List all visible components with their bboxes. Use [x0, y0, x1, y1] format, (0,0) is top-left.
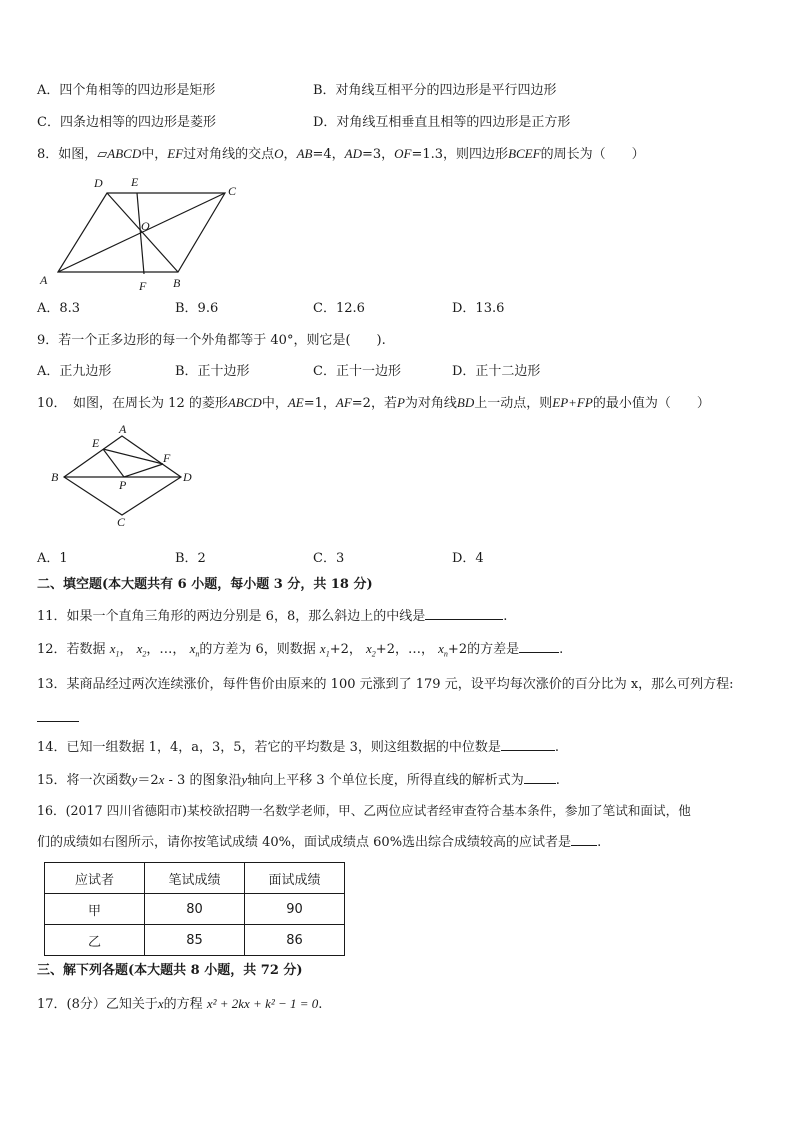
q9-option-c: C．正十一边形 [313, 364, 401, 379]
score-table-cell: 乙 [45, 925, 145, 956]
q8-stem: 8．如图，▱ABCD中，EF过对角线的交点O，AB=4，AD=3，OF=1.3，则四边形BCEF的周长为（ ） [37, 146, 645, 162]
q15-answer-blank [524, 769, 556, 784]
q11-answer-blank [425, 605, 503, 620]
score-table-cell: 86 [245, 925, 345, 956]
q8-label-d: D [94, 176, 103, 190]
q10-label-b: B [51, 470, 59, 484]
q17-stem: 17．(8分）乙知关于x的方程 x² + 2kx + k² − 1 = 0. [37, 996, 323, 1012]
q11-stem: 11．如果一个直角三角形的两边分别是 6，8，那么斜边上的中线是 . [37, 605, 507, 627]
q10-option-c: C．3 [313, 551, 345, 566]
score-table-cell: 80 [145, 894, 245, 925]
q8-option-d: D．13.6 [452, 301, 505, 316]
q8-label-a: A [40, 273, 48, 287]
q10-label-e: E [92, 436, 100, 450]
q7-option-b: B．对角线互相平分的四边形是平行四边形 [313, 83, 557, 98]
q7-option-d: D．对角线互相垂直且相等的四边形是正方形 [313, 115, 571, 130]
section-3-heading: 三、解下列各题(本大题共 8 小题，共 72 分) [37, 963, 303, 978]
q14-stem: 14．已知一组数据 1，4，a，3，5，若它的平均数是 3，则这组数据的中位数是 . [37, 736, 559, 758]
q16-stem-line1: 16．(2017 四川省德阳市)某校欲招聘一名数学老师，甲、乙两位应试者经审查符合基本条件，参加了笔试和面试，他 [37, 803, 691, 818]
q8-label-e: E [131, 175, 139, 189]
q8-label-f: F [139, 279, 147, 293]
q8-option-c: C．12.6 [313, 301, 365, 316]
q8-label-c: C [228, 184, 237, 198]
q10-label-p: P [119, 478, 127, 492]
score-table-cell: 90 [245, 894, 345, 925]
score-table-row [45, 894, 345, 925]
q8-option-a: A．8.3 [37, 301, 81, 316]
q13-answer-blank [37, 721, 79, 722]
q16-answer-blank [571, 831, 597, 846]
q8-label-o: O [141, 219, 150, 233]
q17-equation: x² + 2kx + k² − 1 = 0 [206, 996, 319, 1011]
q8-label-b: B [173, 276, 181, 290]
q9-option-b: B．正十边形 [175, 364, 250, 379]
q12-stem: 12．若数据 $x_1$， $x_2$，…， $x_n$的方差为 6，则数据 $x_1+2$， $x_2+2$，…， $x_n+2$的方差是 . [37, 638, 563, 665]
q10-label-d: D [183, 470, 192, 484]
q10-option-d: D．4 [452, 551, 484, 566]
score-table-header: 面试成绩 [245, 863, 345, 894]
q10-option-a: A．1 [37, 551, 68, 566]
score-table-header: 笔试成绩 [145, 863, 245, 894]
q10-label-f: F [163, 451, 171, 465]
q7-option-a: A．四个角相等的四边形是矩形 [37, 83, 216, 98]
q16-stem-line2: 们的成绩如右图所示，请你按笔试成绩 40%，面试成绩点 60%选出综合成绩较高的应试者是 . [37, 831, 601, 853]
section-2-heading: 二、填空题(本大题共有 6 小题，每小题 3 分，共 18 分) [37, 577, 373, 592]
q10-stem: 10． 如图，在周长为 12 的菱形ABCD中，AE=1，AF=2，若P为对角线BD上一动点，则EP+FP的最小值为（ ） [37, 395, 710, 411]
q10-option-b: B．2 [175, 551, 206, 566]
q9-option-d: D．正十二边形 [452, 364, 541, 379]
score-table-header-row [45, 863, 345, 894]
q14-answer-blank [501, 736, 555, 751]
q9-option-a: A．正九边形 [37, 364, 112, 379]
score-table-cell: 甲 [45, 894, 145, 925]
score-table-header: 应试者 [45, 863, 145, 894]
q10-rhombus-figure [40, 420, 210, 532]
q8-option-b: B．9.6 [175, 301, 219, 316]
q10-label-c: C [117, 515, 126, 529]
q15-stem: 15．将一次函数y＝2x - 3 的图象沿y轴向上平移 3 个单位长度，所得直线的解析式为 . [37, 769, 560, 791]
score-table-row [45, 925, 345, 956]
q7-option-c: C．四条边相等的四边形是菱形 [37, 115, 216, 130]
score-table [44, 862, 345, 956]
q12-answer-blank [519, 638, 559, 653]
score-table-cell: 85 [145, 925, 245, 956]
q8-parallelogram-figure [30, 170, 250, 295]
q9-stem: 9．若一个正多边形的每一个外角都等于 40°，则它是( ). [37, 333, 386, 348]
q10-label-a: A [119, 422, 127, 436]
q13-stem: 13．某商品经过两次连续涨价，每件售价由原来的 100 元涨到了 179 元，设平均每次涨价的百分比为 x，那么可列方程: [37, 677, 734, 692]
